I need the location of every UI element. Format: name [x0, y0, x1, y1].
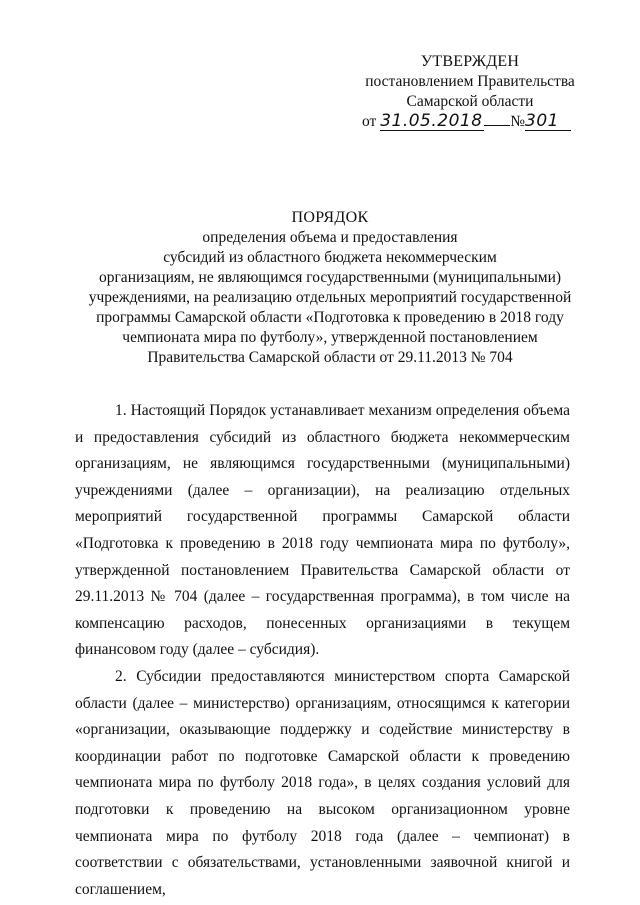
title-line: программы Самарской области «Подготовка к проведению в 2018 году: [96, 309, 564, 326]
document-title-block: [60, 208, 600, 368]
approval-line-1: постановлением Правительства: [365, 73, 575, 90]
title-line: Правительства Самарской области от 29.11.2013 № 704: [147, 349, 513, 366]
paragraph-1: 1. Настоящий Порядок устанавливает механизм определения объема и предоставления субсидий из областного бюджета некоммерческим организациям, не являющимся государственными (муниципальными) учреждениями (далее – организации), на реализацию отдельных мероприятий государственной программы Самарской области «Подготовка к проведению в 2018 году чемпионата мира по футболу», утвержденной постановлением Правительства Самарской области от 29.11.2013 № 704 (далее – государственная программа), в том числе на компенсацию расходов, понесенных организациями в текущем финансовом году (далее – субсидия).: [75, 402, 570, 659]
document-title: ПОРЯДОК: [291, 209, 369, 226]
paragraph-2: 2. Субсидии предоставляются министерством спорта Самарской области (далее – министерство) организациям, относящимся к категории «организации, оказывающие поддержку и содействие министерству в координации работ по подготовке Самарской области к проведению чемпионата мира по футболу 2018 года», в целях создания условий для подготовки к проведению на высоком организационном уровне чемпионата мира по футболу 2018 года (далее – чемпионат) в соответствии с обязательствами, установленными заявочной книгой и соглашением,: [75, 667, 570, 898]
title-line: чемпионата мира по футболу», утвержденной постановлением: [122, 329, 538, 346]
document-body: [75, 398, 570, 903]
title-line: субсидий из областного бюджета некоммерческим: [163, 249, 497, 266]
title-line: учреждениями, на реализацию отдельных мероприятий государственной: [88, 289, 572, 306]
date-prefix: от: [362, 113, 377, 130]
date-underline-fill: [484, 113, 510, 126]
approval-heading: УТВЕРЖДЕН: [420, 53, 520, 70]
number-prefix: №: [510, 113, 525, 130]
handwritten-date: 31.05.2018: [380, 111, 483, 131]
approval-line-2: Самарской области: [406, 93, 534, 110]
title-line: определения объема и предоставления: [202, 229, 458, 246]
handwritten-number: 301: [525, 113, 571, 131]
approval-stamp: [350, 52, 590, 132]
title-line: организациям, не являющимся государственными (муниципальными): [98, 269, 562, 286]
approval-date-line: [350, 112, 590, 132]
